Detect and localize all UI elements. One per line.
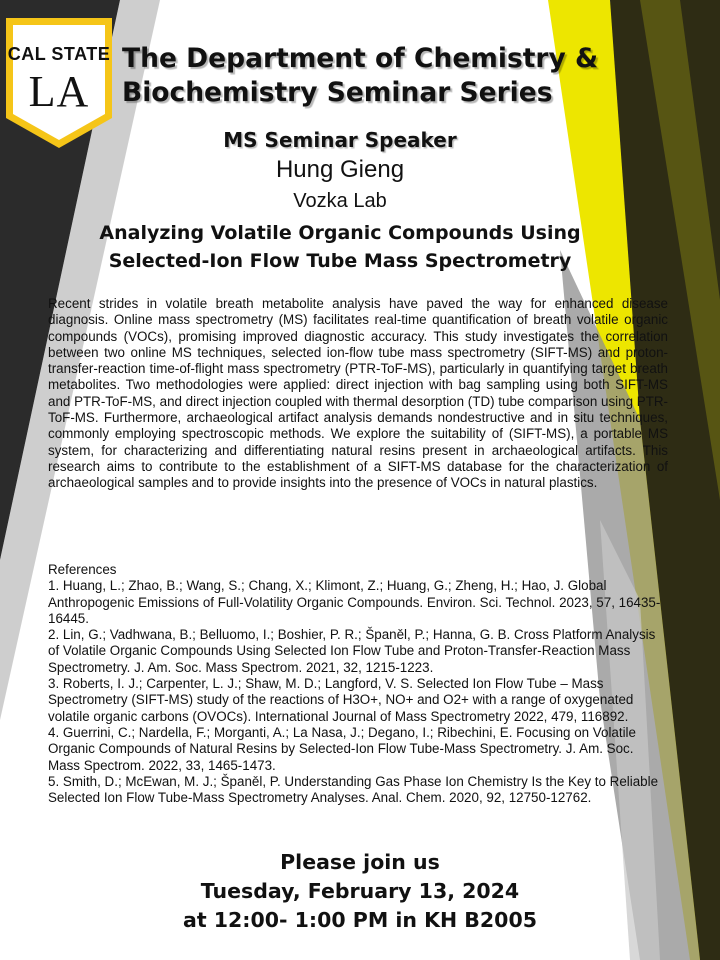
logo-main-text: LA	[28, 67, 90, 116]
reference-item: 1. Huang, L.; Zhao, B.; Wang, S.; Chang, X.; Klimont, Z.; Huang, G.; Zheng, H.; Hao, J. Global Anthropogenic Emissions of Full-Volatility Organic Compounds. Environ. Sci. Technol. 2023, 57, 16435-16445.	[48, 578, 661, 626]
title-line-1: The Department of Chemistry &	[122, 43, 599, 74]
reference-item: 3. Roberts, I. J.; Carpenter, L. J.; Shaw, M. D.; Langford, V. S. Selected Ion Flow Tube – Mass Spectrometry (SIFT-MS) study of the reactions of H3O+, NO+ and O2+ with a range of oxygenated volatile organic carbons (OVOCs). International Journal of Mass Spectrometry 2022, 479, 116892.	[48, 676, 634, 724]
reference-item: 2. Lin, G.; Vadhwana, B.; Belluomo, I.; Boshier, P. R.; Španěl, P.; Hanna, G. B. Cross Platform Analysis of Volatile Organic Compounds Using Selected Ion Flow Tube and Proton-Transfer-Reaction Mass Spectrometry. J. Am. Soc. Mass Spectrom. 2021, 32, 1215-1223.	[48, 627, 656, 675]
reference-item: 4. Guerrini, C.; Nardella, F.; Morganti, A.; La Nasa, J.; Degano, I.; Ribechini, E. Focusing on Volatile Organic Compounds of Natural Resins by Selected-Ion Flow Tube-Mass Spectrometry. J. Am. Soc. Mass Spectrom. 2022, 33, 1465-1473.	[48, 724, 636, 773]
lab-name: Vozka Lab	[293, 190, 387, 212]
references-section	[48, 562, 668, 806]
references-heading: References	[48, 562, 117, 577]
page-title	[122, 42, 712, 110]
logo-top-text: CAL STATE	[7, 44, 111, 64]
join-invite: Please join us	[280, 850, 440, 874]
abstract-text: Recent strides in volatile breath metabolite analysis have paved the way for enhanced disease diagnosis. Online mass spectrometry (MS) facilitates real-time quantification of breath volatile organic compounds (VOCs), promising improved diagnostic accuracy. This study investigates the correlation between two online MS techniques, selected ion-flow tube mass spectrometry (SIFT-MS) and proton-transfer-reaction time-of-flight mass spectrometry (PTR-ToF-MS), particularly in quantifying target breath metabolites. Two methodologies were applied: direct injection with bag sampling using both SIFT-MS and PTR-ToF-MS, and direct injection coupled with thermal desorption (TD) tube comparison using PTR-ToF-MS. Furthermore, archaeological artifact analysis demands nondestructive and in situ techniques, commonly employing spectroscopic methods. We explore the suitability of (SIFT-MS), a portable MS system, for characterizing and differentiating natural resins present in archaeological artifacts. This research aims to contribute to the establishment of a SIFT-MS database for the characterization of archaeological samples and to provide insights into the presence of VOCs in natural plastics.	[48, 296, 668, 491]
event-time-location: at 12:00- 1:00 PM in KH B2005	[183, 908, 537, 932]
talk-title	[0, 219, 680, 275]
speaker-heading: MS Seminar Speaker	[223, 128, 457, 152]
speaker-name: Hung Gieng	[275, 156, 405, 183]
event-details	[110, 848, 610, 935]
reference-item: 5. Smith, D.; McEwan, M. J.; Španěl, P. Understanding Gas Phase Ion Chemistry Is the Key to Reliable Selected Ion Flow Tube-Mass Spectrometry Analyses. Anal. Chem. 2020, 92, 12750-12762.	[48, 773, 659, 806]
title-line-2: Biochemistry Seminar Series	[122, 77, 553, 108]
talk-title-line-1: Analyzing Volatile Organic Compounds Using	[99, 222, 581, 244]
event-date: Tuesday, February 13, 2024	[200, 879, 520, 903]
talk-title-line-2: Selected-Ion Flow Tube Mass Spectrometry	[108, 250, 572, 272]
